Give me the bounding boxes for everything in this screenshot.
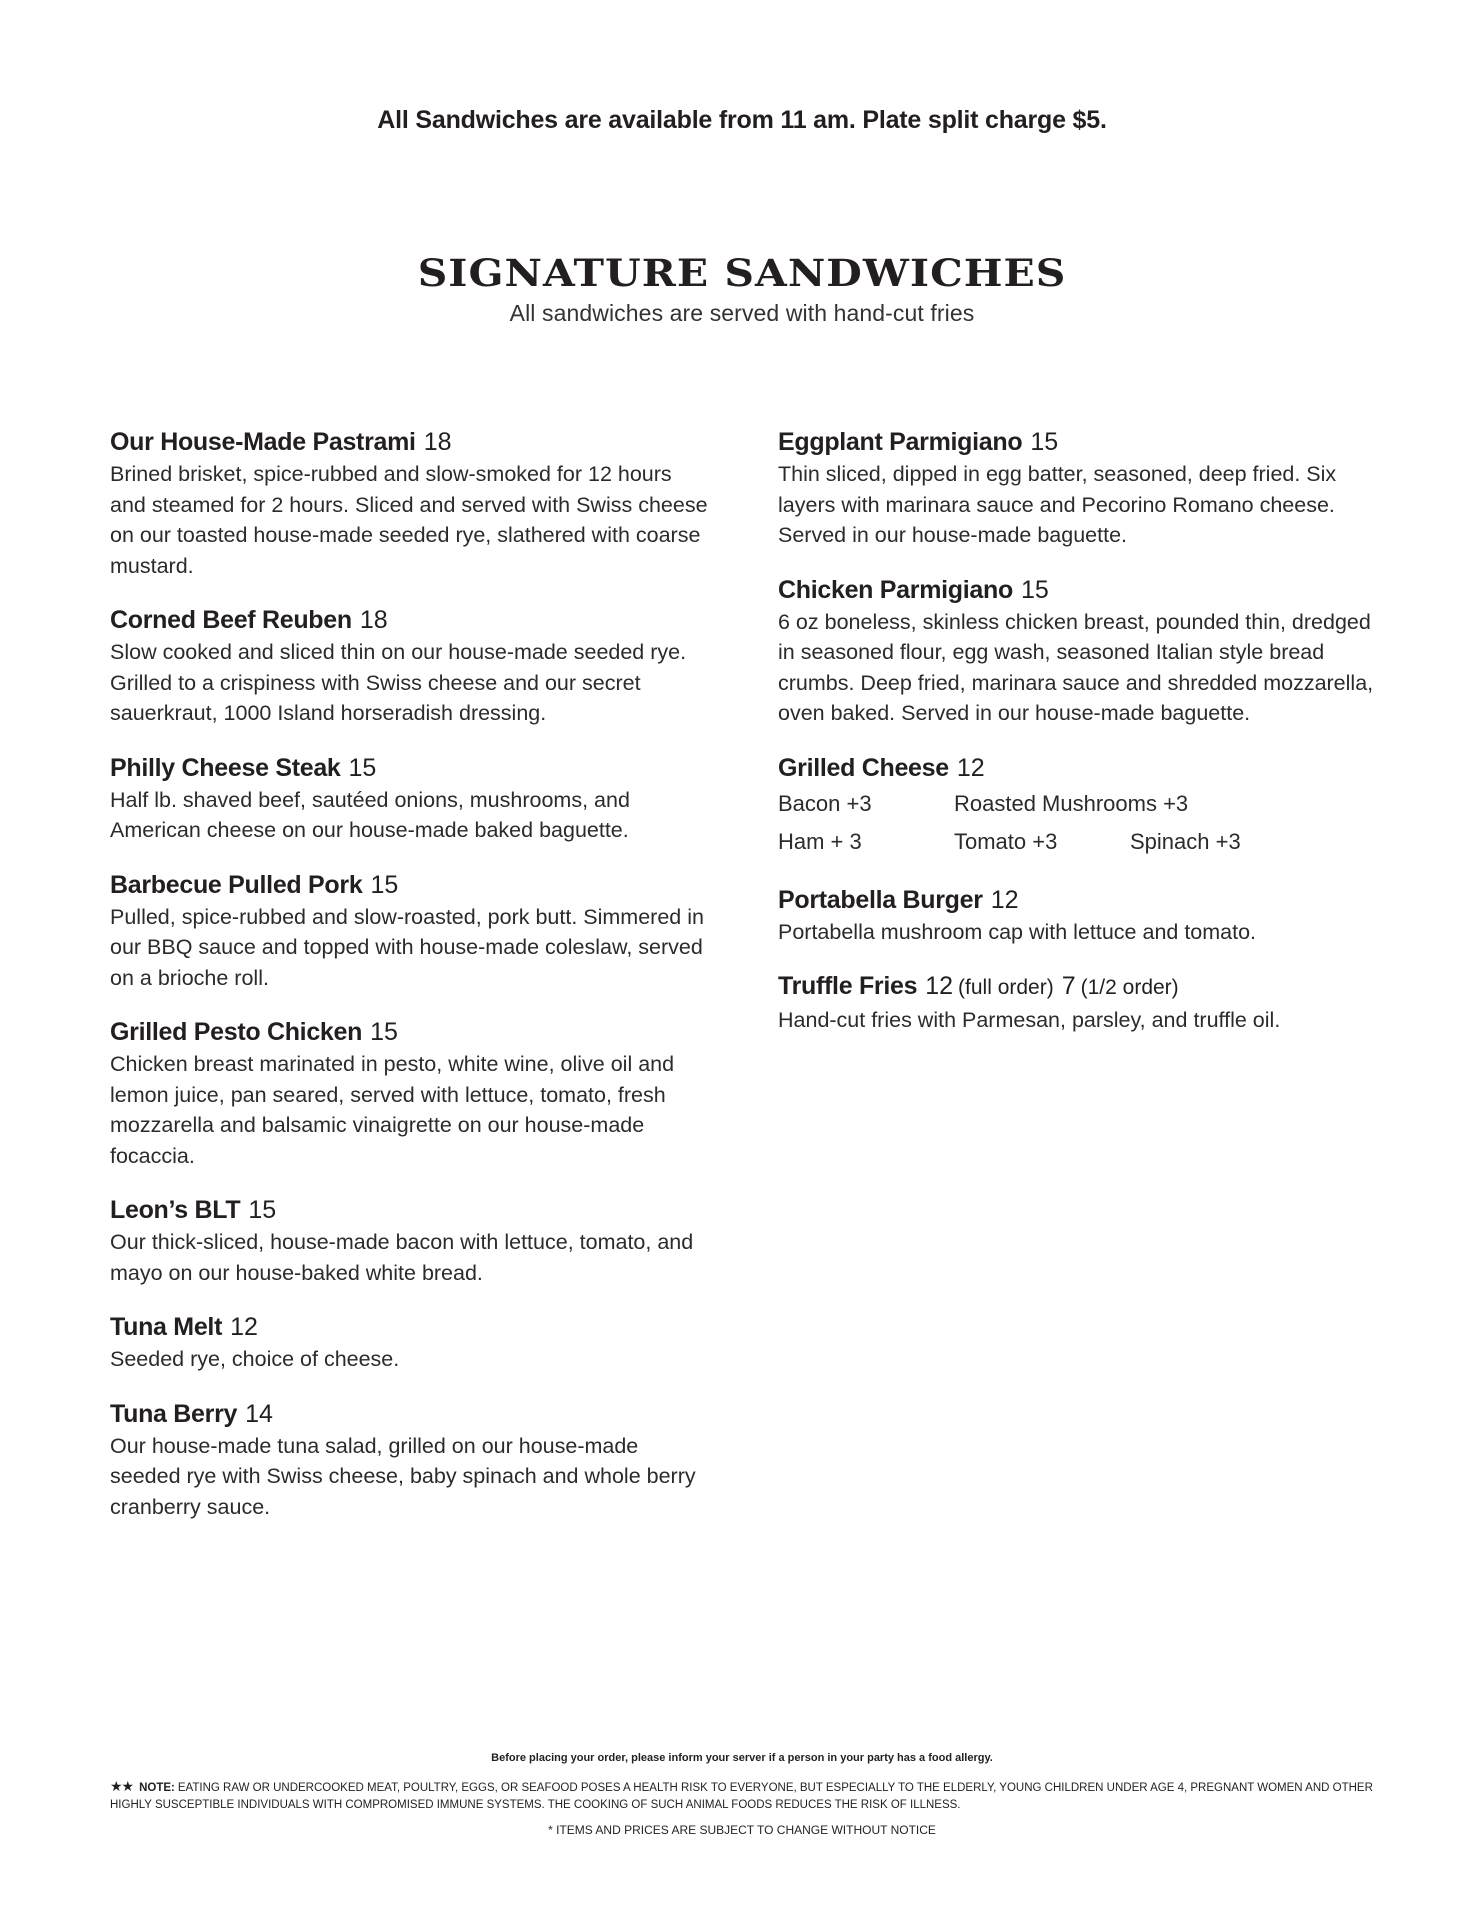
menu-item — [778, 573, 1378, 729]
menu-item — [110, 603, 710, 729]
addon-option: Roasted Mushrooms +3 — [954, 790, 1189, 816]
note-label: NOTE: — [139, 1782, 175, 1794]
item-price: 12 — [230, 1313, 258, 1341]
item-price: 15 — [1020, 575, 1049, 604]
item-price: 14 — [245, 1399, 273, 1428]
half-order-label: (1/2 order) — [1080, 976, 1179, 999]
item-description: Our thick-sliced, house-made bacon with lettuce, tomato, and mayo on our house-baked white bread. — [110, 1230, 694, 1285]
item-description: Seeded rye, choice of cheese. — [110, 1347, 400, 1371]
note-text: EATING RAW OR UNDERCOOKED MEAT, POULTRY, EGGS, OR SEAFOOD POSES A HEALTH RISK TO EVERYONE, BUT ESPECIALLY TO THE ELDERLY, YOUNG CHILDREN UNDER AGE 4, PREGNANT WOMEN AND OTHER HIGHLY SUSCEPTIBLE INDIVIDUALS WITH COMPROMISED IMMUNE SYSTEMS. THE COOKING OF SUCH ANIMAL FOODS REDUCES THE RISK OF ILLNESS. — [110, 1782, 1373, 1811]
item-description: Our house-made tuna salad, grilled on our house-made seeded rye with Swiss cheese, baby spinach and whole berry cranberry sauce. — [110, 1433, 696, 1519]
section-title: SIGNATURE SANDWICHES — [417, 250, 1067, 296]
item-name: Truffle Fries — [778, 972, 918, 1000]
allergy-notice: Before placing your order, please inform your server if a person in your party has a food allergy. — [491, 1752, 993, 1764]
menu-item — [110, 868, 710, 994]
item-name: Tuna Melt — [110, 1313, 223, 1341]
addon-option: Bacon +3 — [778, 790, 872, 816]
menu-item — [110, 1310, 710, 1375]
footer — [110, 1752, 1374, 1837]
item-price-half: 7 — [1061, 972, 1076, 1000]
item-price: 12 — [956, 753, 985, 782]
item-price: 18 — [359, 606, 388, 634]
menu-item — [110, 425, 710, 581]
section-subtitle: All sandwiches are served with hand-cut fries — [509, 300, 975, 326]
item-description: Chicken breast marinated in pesto, white wine, olive oil and lemon juice, pan seared, served with lettuce, tomato, fresh mozzarella and balsamic vinaigrette on our house-made focaccia. — [110, 1052, 675, 1168]
menu-item — [110, 751, 710, 846]
item-price: 15 — [370, 870, 399, 899]
item-name: Grilled Cheese — [778, 753, 949, 782]
section-header — [0, 250, 1484, 327]
addon-list — [778, 785, 1378, 861]
item-price: 12 — [990, 885, 1019, 914]
item-description: Thin sliced, dipped in egg batter, seasoned, deep fried. Six layers with marinara sauce and Pecorino Romano cheese. Served in our house-made baguette. — [778, 462, 1337, 547]
addon-option: Tomato +3 — [954, 828, 1058, 854]
item-description: 6 oz boneless, skinless chicken breast, pounded thin, dredged in seasoned flour, egg wash, seasoned Italian style bread crumbs. Deep fried, marinara sauce and shredded mozzarella, oven baked. Served in our house-made baguette. — [778, 609, 1374, 725]
menu-item-portabella-burger — [778, 883, 1378, 948]
item-description: Portabella mushroom cap with lettuce and tomato. — [778, 919, 1257, 944]
item-description: Pulled, spice-rubbed and slow-roasted, pork butt. Simmered in our BBQ sauce and topped with house-made coleslaw, served on a brioche roll. — [110, 904, 704, 990]
right-menu-column — [778, 425, 1378, 1058]
left-menu-column — [110, 425, 710, 1544]
availability-note: All Sandwiches are available from 11 am. Plate split charge $5. — [377, 106, 1107, 134]
item-name: Tuna Berry — [110, 1399, 238, 1428]
item-description: Brined brisket, spice-rubbed and slow-smoked for 12 hours and steamed for 2 hours. Sliced and served with Swiss cheese on our toasted house-made seeded rye, slathered with coarse mustard. — [110, 462, 708, 578]
item-price: 15 — [370, 1018, 398, 1046]
item-price: 15 — [1030, 428, 1059, 456]
menu-item — [778, 425, 1378, 551]
item-description: Half lb. shaved beef, sautéed onions, mushrooms, and American cheese on our house-made baked baguette. — [110, 787, 630, 842]
menu-item-truffle-fries — [778, 969, 1378, 1036]
item-description: Slow cooked and sliced thin on our house-made seeded rye. Grilled to a crispiness with Swiss cheese and our secret sauerkraut, 1000 Island horseradish dressing. — [110, 640, 687, 725]
item-price: 18 — [423, 428, 452, 456]
menu-item — [110, 1397, 710, 1523]
menu-item — [110, 1193, 710, 1288]
item-name: Our House-Made Pastrami — [110, 428, 416, 456]
item-name: Eggplant Parmigiano — [778, 428, 1023, 456]
item-price-full: 12 — [925, 972, 954, 1000]
menu-item — [110, 1015, 710, 1171]
health-note — [110, 1778, 1374, 1814]
item-description: Hand-cut fries with Parmesan, parsley, and truffle oil. — [778, 1008, 1281, 1032]
item-name: Portabella Burger — [778, 885, 983, 914]
item-name: Chicken Parmigiano — [778, 575, 1013, 604]
item-name: Grilled Pesto Chicken — [110, 1018, 363, 1046]
addon-option: Spinach +3 — [1130, 828, 1241, 854]
full-order-label: (full order) — [958, 976, 1054, 999]
item-name: Barbecue Pulled Pork — [110, 870, 363, 899]
change-notice: * ITEMS AND PRICES ARE SUBJECT TO CHANGE WITHOUT NOTICE — [548, 1823, 936, 1837]
item-price: 15 — [248, 1196, 277, 1224]
addon-option: Ham + 3 — [778, 828, 862, 854]
menu-item-grilled-cheese — [778, 751, 1378, 861]
item-name: Corned Beef Reuben — [110, 606, 352, 634]
item-name: Philly Cheese Steak — [110, 753, 341, 782]
item-price: 15 — [348, 753, 377, 782]
item-name: Leon’s BLT — [110, 1196, 241, 1224]
star-icon: ★★ — [110, 1778, 134, 1794]
